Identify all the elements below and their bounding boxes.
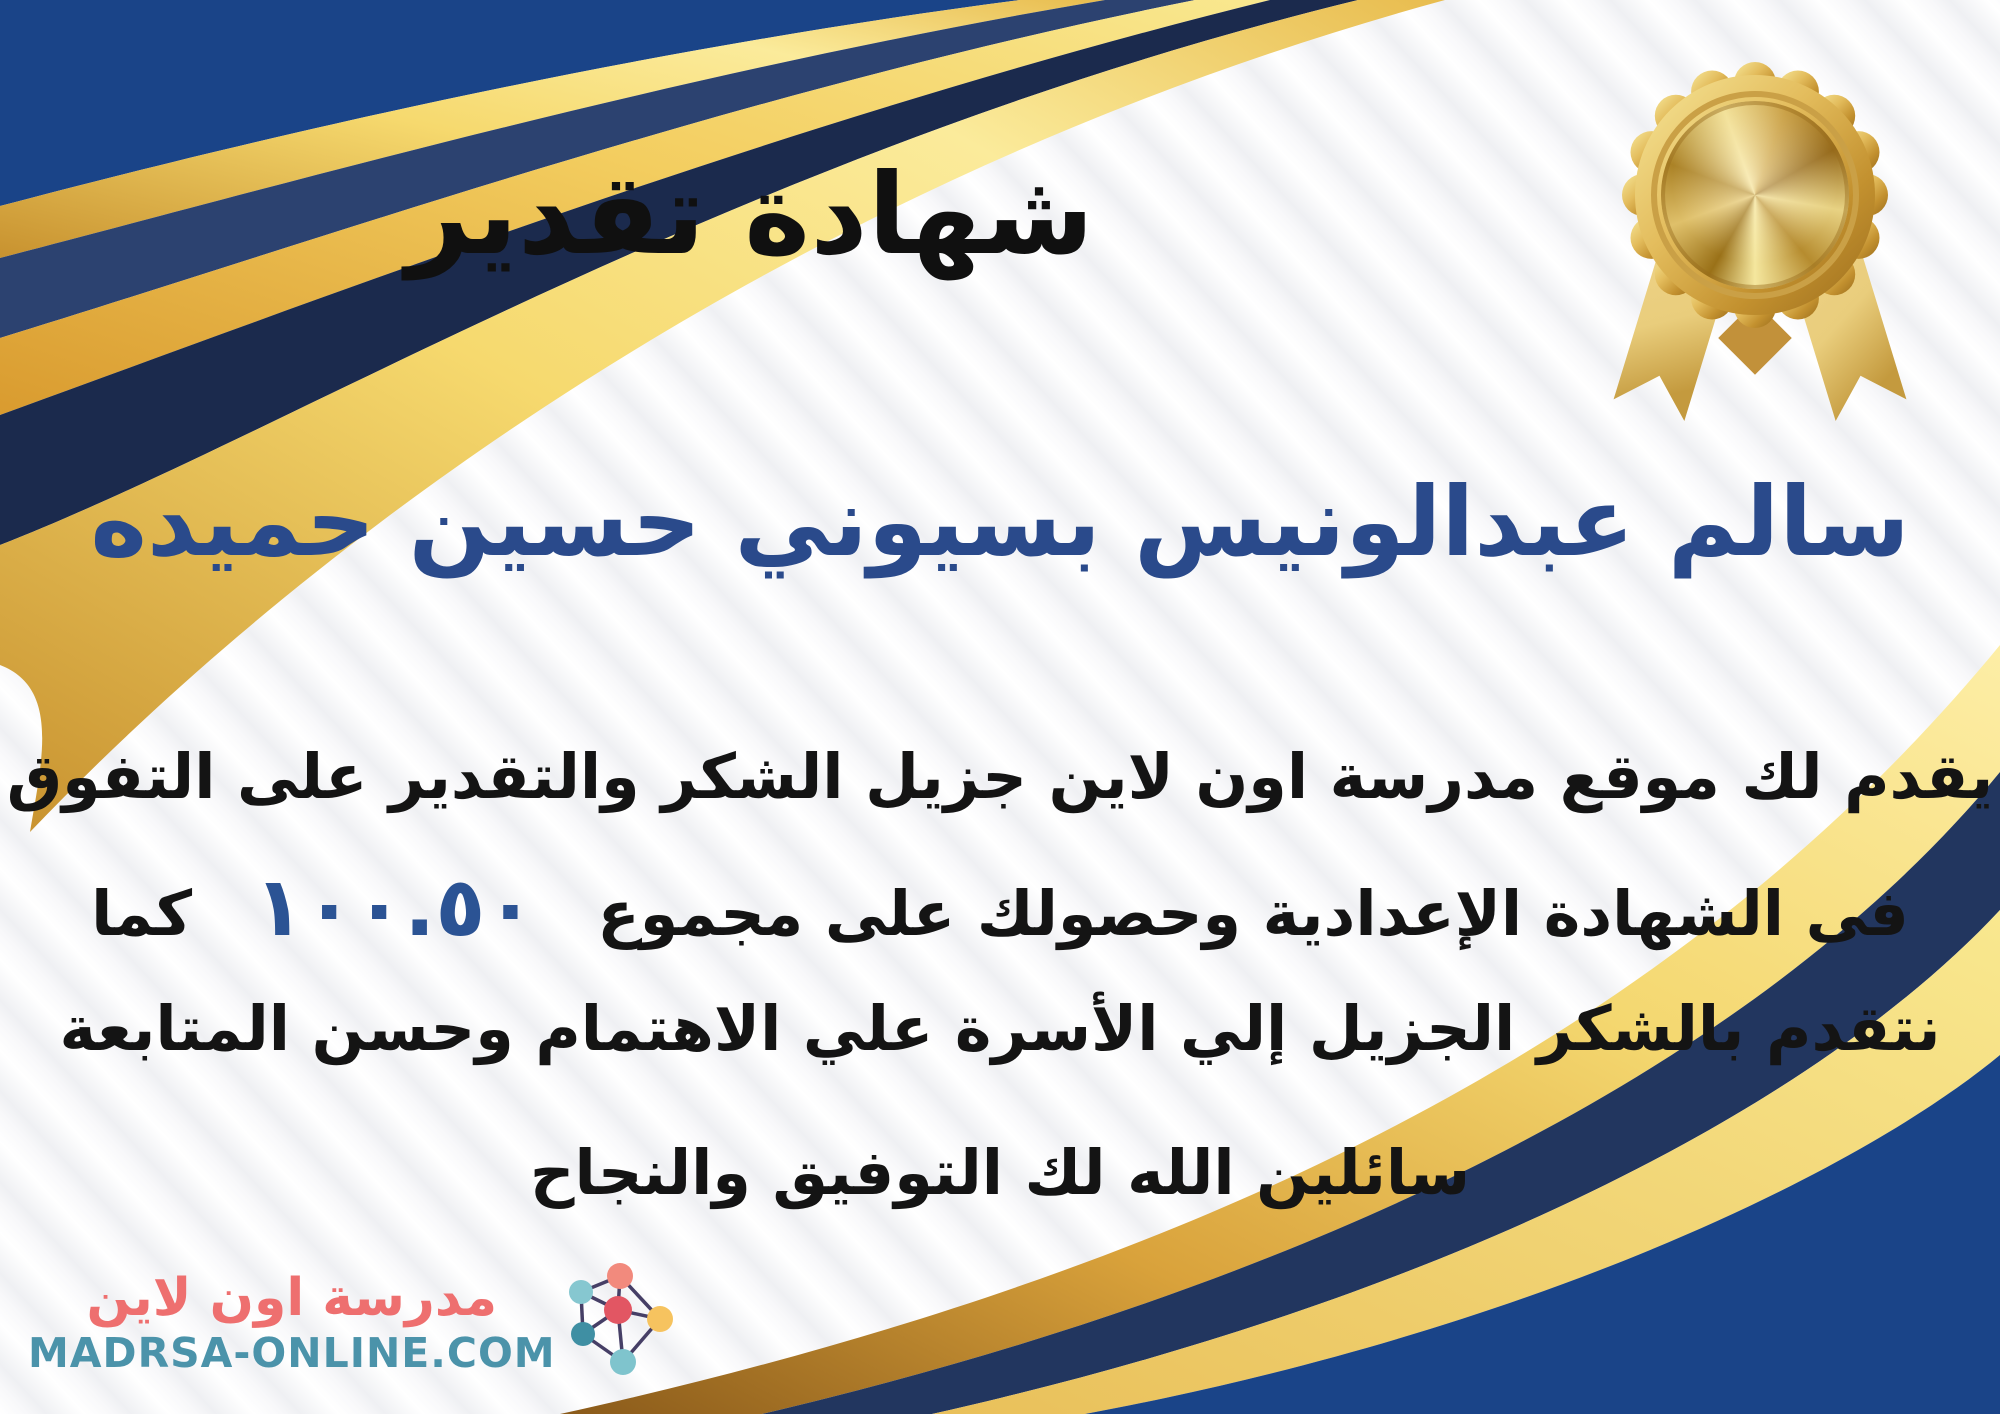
- certificate-title: شهادة تقدير: [406, 150, 1094, 280]
- logo-domain-text: MADRSA-ONLINE.COM: [28, 1328, 556, 1377]
- logo-arabic-text: مدرسة اون لاين: [86, 1268, 498, 1329]
- score-value: ١٠٠.٥٠: [254, 860, 536, 955]
- site-logo: [28, 1262, 680, 1382]
- medal-disc: [1661, 101, 1849, 289]
- body-line-2-after: كما: [91, 877, 193, 950]
- closing-line: سائلين الله لك التوفيق والنجاح: [529, 1136, 1471, 1209]
- body-line-2-before: فى الشهادة الإعدادية وحصولك على مجموع: [597, 877, 1909, 950]
- body-line-2: [0, 846, 2000, 969]
- network-graph-icon: [568, 1262, 680, 1382]
- body-line-1: يقدم لك موقع مدرسة اون لاين جزيل الشكر والتقدير على التفوق: [6, 740, 1994, 813]
- student-name: سالم عبدالونيس بسيوني حسين حميده: [90, 466, 1910, 578]
- body-line-3: نتقدم بالشكر الجزيل إلي الأسرة علي الاهتمام وحسن المتابعة: [59, 992, 1941, 1065]
